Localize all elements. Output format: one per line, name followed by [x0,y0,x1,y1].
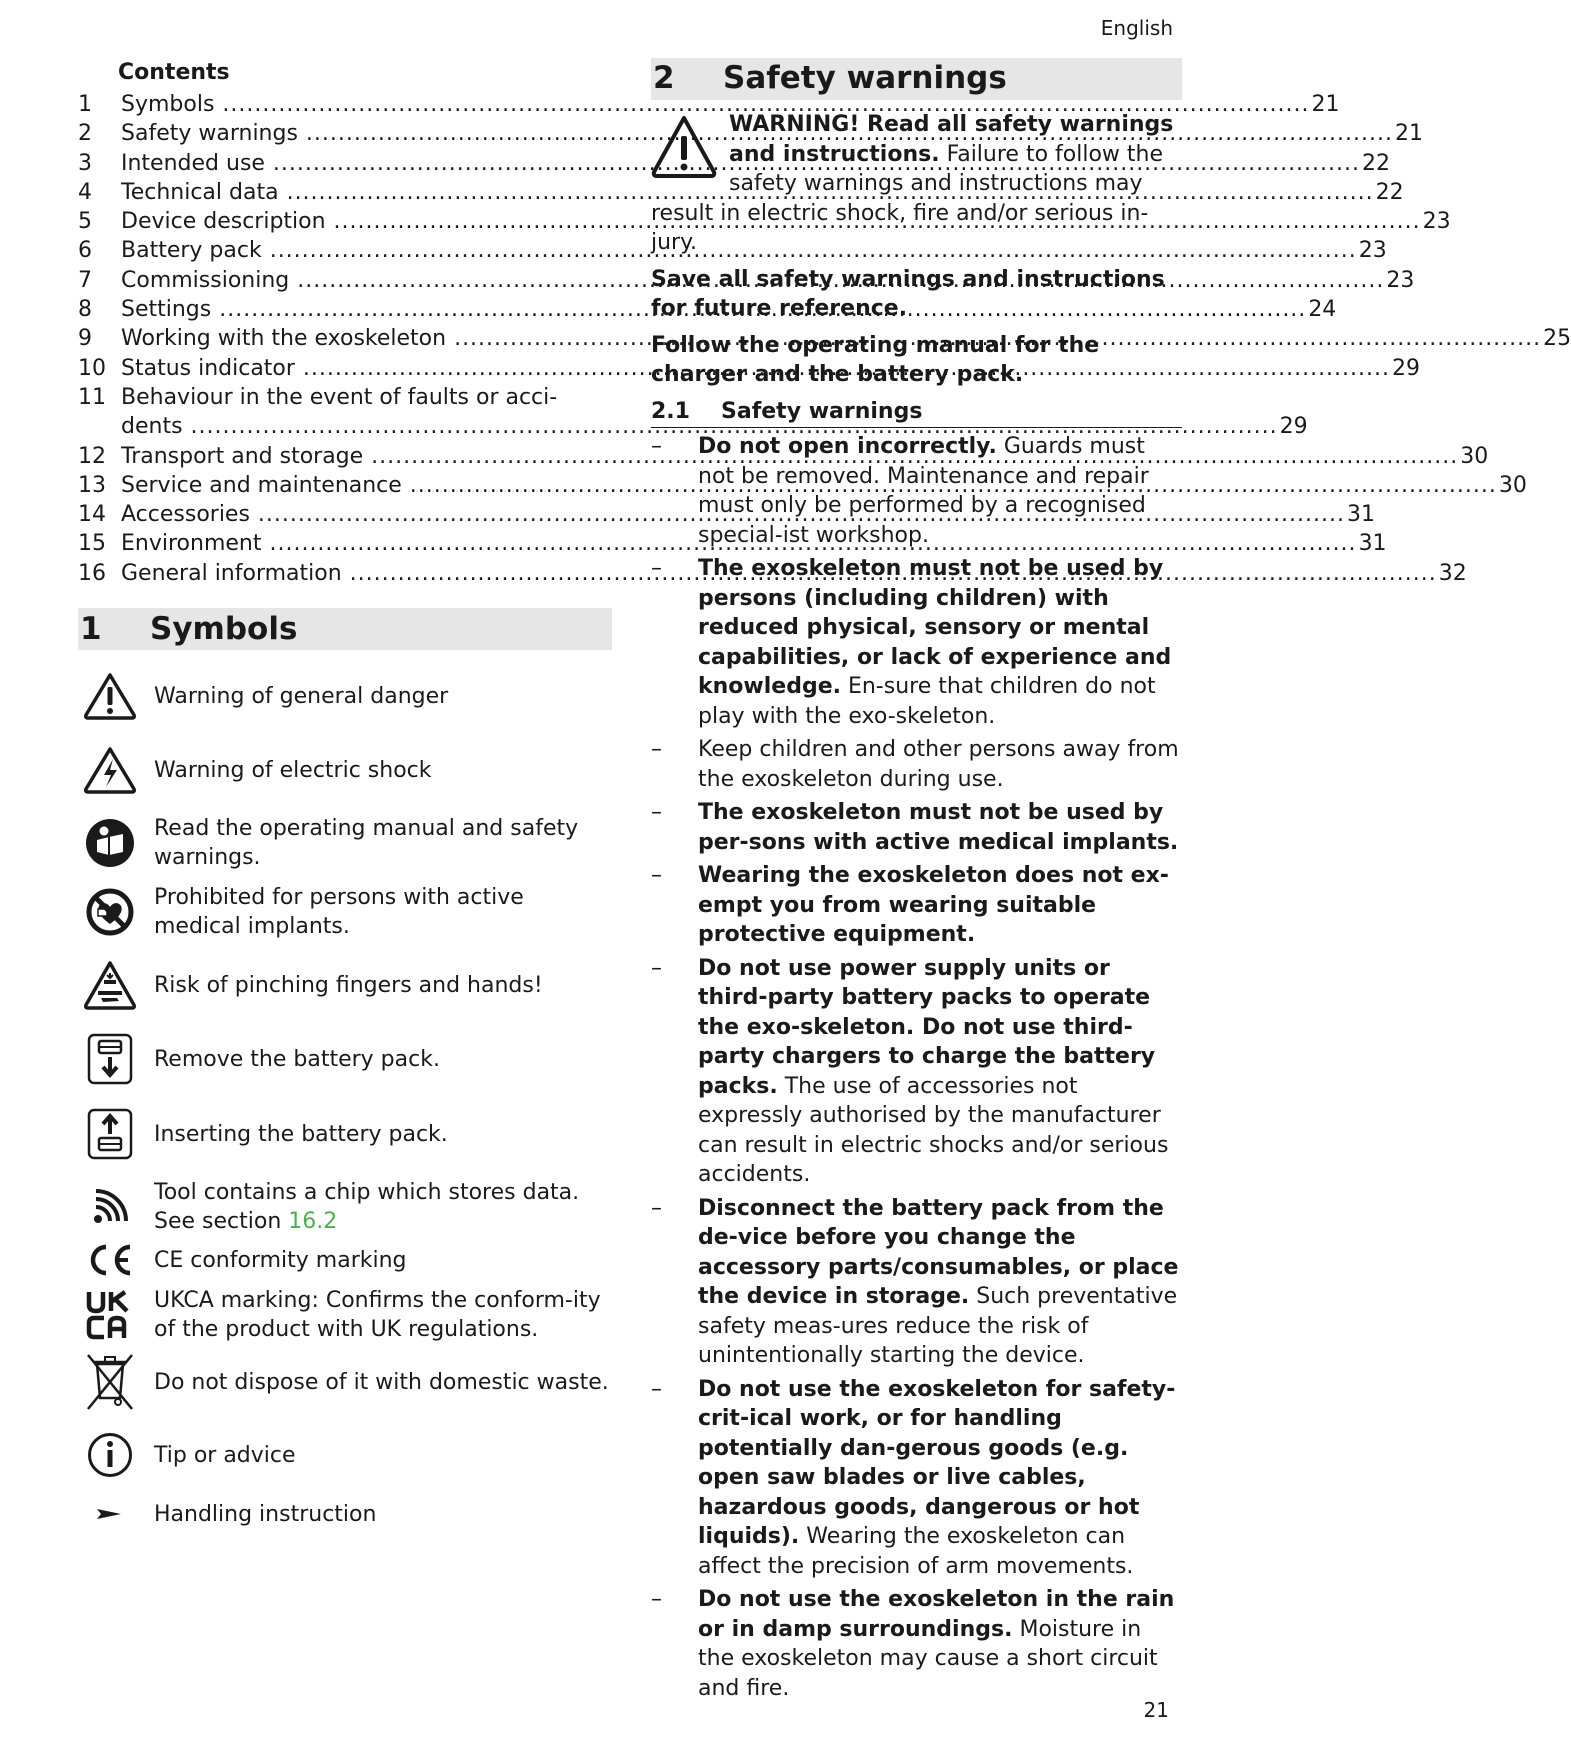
symbol-description [154,1120,612,1149]
symbol-description [154,971,612,1000]
toc-number: 5 [78,209,92,235]
section-number: 1 [80,611,102,648]
toc-text: Technical data ..... [121,178,1374,207]
toc-number: 6 [78,238,92,264]
electric-shock-icon [80,746,140,794]
toc-number: 2 [78,121,92,147]
weee-bin-icon [80,1352,140,1412]
toc-entry[interactable] [78,500,1376,529]
language-label: English [1100,16,1173,40]
symbol-item [78,1494,612,1534]
safety-bullet [651,798,1182,857]
toc-number: 11 [78,384,106,410]
safety-bullet [651,554,1182,731]
bullet-bold-text: Do not use the exoskeleton for safety-crit-ical work, or for handling potentially dan-gerous goods (e.g. open saw blades or live cables, hazardous goods, dangerous or hot liquids). [698,1376,1176,1549]
ukca-mark-icon [80,1290,140,1340]
toc-number: 7 [78,267,92,293]
symbol-text: Warning of general danger [154,683,449,709]
warning-triangle-icon [80,672,140,720]
section-title: Safety warnings [723,60,1007,97]
bullet-dash: – [651,800,662,825]
bullet-normal-text: Guards must not be removed. Maintenance and repair must only be performed by a recognised special-ist workshop. [698,434,1149,548]
symbol-description [154,1441,612,1470]
remove-battery-icon [80,1033,140,1085]
toc-entry[interactable] [78,295,1337,324]
general-warning [651,110,1182,258]
safety-bullet [651,1375,1182,1582]
bullet-text [698,1194,1182,1371]
bullet-dash: – [651,1376,662,1402]
toc-number: 13 [78,472,106,498]
toc-number: 4 [78,179,92,205]
symbol-description [154,1500,612,1529]
toc-page: 23 [1386,267,1415,293]
toc-page: 31 [1358,531,1387,557]
toc-text: Working with the exoskeleton ..... [121,324,1541,353]
symbol-item [78,1430,612,1480]
safety-bullet [651,861,1182,950]
symbol-item [78,666,612,726]
toc-number: 8 [78,297,92,323]
symbol-text: Risk of pinching fingers and hands! [154,972,543,998]
toc-page: 24 [1308,297,1337,323]
no-implants-icon [80,887,140,937]
toc-page: 32 [1438,560,1467,586]
bullet-dash: – [651,1587,662,1612]
toc-number: 1 [78,92,92,117]
toc-text: Symbols ..... [121,90,1310,119]
safety-bullet [651,432,1182,550]
toc-page: 25 [1543,326,1571,352]
symbol-item [78,882,612,942]
symbol-item [78,1178,612,1236]
bullet-dash: – [651,863,662,888]
handling-arrow-icon [80,1506,140,1522]
warning-triangle-icon [651,114,717,182]
symbol-text: Tool contains a chip which stores data. See section [154,1180,580,1235]
toc-entry[interactable] [78,207,1451,236]
toc-page: 23 [1358,238,1387,264]
toc-number: 9 [78,326,92,352]
symbol-text: Tip or advice [154,1442,296,1468]
bullet-bold-text: Disconnect the battery pack from the de-vice before you change the accessory parts/consumables, or place the device in storage. [698,1195,1179,1309]
toc-page: 29 [1392,355,1421,381]
toc-page: 23 [1422,209,1451,235]
symbols-heading [78,608,612,650]
bullet-text [698,798,1182,857]
symbol-text: CE conformity marking [154,1247,407,1273]
data-chip-icon [80,1187,140,1227]
toc-text: Service and maintenance ..... [121,471,1497,500]
bullet-text [698,1585,1182,1703]
bullet-dash: – [651,556,662,581]
save-note: Save all safety warnings and instructions for future reference. [651,266,1165,321]
bullet-normal-text: Such preventative safety meas-ures reduce the risk of unintentionally starting the device. [698,1284,1178,1368]
bullet-dash: – [651,955,662,981]
toc-page: 30 [1460,443,1489,469]
toc-text: Behaviour in the event of faults or acci- [121,384,558,410]
toc-text-cont: dents ..... [121,412,1278,441]
toc-text: Environment ..... [121,529,1357,558]
symbol-description [154,756,612,785]
toc-text: Battery pack ..... [121,236,1357,265]
info-icon [80,1432,140,1478]
toc-text: General information ..... [121,559,1437,588]
toc-entry[interactable] [78,559,1467,588]
bullet-normal-text: En-sure that children do not play with the exo-skeleton. [698,674,1156,729]
warning-bold-text: WARNING! Read all safety warnings and instructions. [729,112,1174,167]
bullet-normal-text: Moisture in the exoskeleton may cause a short circuit and fire. [698,1616,1158,1701]
safety-bullet [651,1194,1182,1371]
bullet-bold-text: Do not open incorrectly. [698,434,997,459]
toc-page: 21 [1395,121,1424,147]
symbol-description [154,814,612,872]
symbol-text: Do not dispose of it with domestic waste. [154,1369,609,1395]
bullet-normal-text: Keep children and other persons away from the exoskeleton during use. [698,737,1179,792]
symbol-description [154,1368,612,1397]
toc-number: 15 [78,531,106,557]
safety-bullet-list [651,432,1182,1703]
toc-entry[interactable] [78,149,1391,178]
toc-number: 14 [78,502,106,528]
toc-text: Intended use ..... [121,149,1360,178]
symbol-item [78,1286,612,1344]
safety-bullet [651,735,1182,794]
toc-page: 30 [1498,472,1527,498]
toc-page: 22 [1362,150,1391,176]
bullet-text [698,861,1182,950]
toc-number: 3 [78,150,92,176]
symbol-text: Prohibited for persons with active medical implants. [154,885,524,940]
bullet-bold-text: Do not use the exoskeleton in the rain or in damp surroundings. [698,1587,1175,1642]
symbol-description [154,682,612,711]
pinching-hazard-icon [80,960,140,1010]
toc-entry[interactable] [78,236,1387,265]
safety-bullet [651,954,1182,1190]
safety-bullet [651,1585,1182,1703]
subsection-title: Safety warnings [721,398,923,424]
bullet-bold-text: Wearing the exoskeleton does not ex-empt you from wearing suitable protective equipment. [698,863,1169,947]
section-number: 2 [653,60,675,97]
toc-entry[interactable] [78,90,1340,119]
toc-page: 22 [1375,179,1404,205]
toc-entry[interactable] [78,529,1387,558]
insert-battery-icon [80,1108,140,1160]
safety-heading [651,58,1182,100]
symbol-text: Inserting the battery pack. [154,1121,448,1147]
toc-page: 29 [1279,414,1308,440]
toc-page: 31 [1347,502,1376,528]
symbol-item [78,1352,612,1412]
bullet-normal-text: The use of accessories not expressly authorised by the manufacturer can result in electric shocks and/or serious accidents. [698,1073,1169,1187]
section-link[interactable]: 16.2 [288,1209,338,1235]
symbol-description [154,883,612,941]
bullet-text [698,554,1182,731]
section-title: Symbols [150,611,298,648]
bullet-text [698,735,1182,794]
symbol-item [78,1242,612,1278]
symbol-item [78,1028,612,1090]
warning-text: Failure to follow the safety warnings and instructions may result in electric shock, fire and/or serious in-jury. [651,141,1164,255]
follow-note: Follow the operating manual for the charger and the battery pack. [651,332,1100,387]
symbol-text: Warning of electric shock [154,757,432,783]
read-manual-icon [80,818,140,868]
symbol-item [78,814,612,872]
symbol-text: Handling instruction [154,1501,377,1527]
toc-text: Status indicator ..... [121,354,1390,383]
toc-number: 10 [78,355,106,381]
symbol-item [78,1104,612,1164]
subsection-number: 2.1 [651,398,690,424]
symbol-item [78,956,612,1014]
symbol-description [154,1178,612,1236]
right-column [651,58,1182,1703]
symbol-item [78,740,612,800]
ce-mark-icon [80,1243,140,1277]
symbol-text: UKCA marking: Confirms the conform-ity of the product with UK regulations. [154,1288,601,1343]
toc-text: Settings ..... [121,295,1306,324]
toc-text: Accessories ..... [121,500,1345,529]
toc-text: Safety warnings ..... [121,119,1393,148]
toc-entry[interactable] [78,178,1404,207]
bullet-bold-text: Do not use power supply units or third-party battery packs to operate the exo-skeleton. Do not use third-party chargers to charge the battery packs. [698,955,1156,1099]
bullet-text [698,1375,1182,1582]
toc-number: 16 [78,560,106,586]
contents-title: Contents [118,60,230,85]
symbol-text: Remove the battery pack. [154,1046,440,1072]
bullet-normal-text: Wearing the exoskeleton can affect the precision of arm movements. [698,1524,1134,1579]
toc-entry[interactable] [78,471,1527,500]
symbols-list [78,666,612,1534]
toc-entry[interactable] [78,324,1571,353]
bullet-dash: – [651,737,662,762]
bullet-text [698,954,1182,1190]
toc-text: Commissioning ..... [121,266,1384,295]
page-number: 21 [1143,1698,1169,1722]
symbol-description [154,1286,612,1344]
symbol-description [154,1246,612,1275]
bullet-dash: – [651,1195,662,1221]
bullet-bold-text: The exoskeleton must not be used by persons (including children) with reduced physical, sensory or mental capabilities, or lack of experience and knowledge. [698,556,1172,699]
bullet-text [698,432,1182,550]
toc-page: 21 [1311,92,1340,117]
toc-number: 12 [78,443,106,469]
bullet-dash: – [651,434,662,459]
symbol-text: Read the operating manual and safety warnings. [154,816,579,871]
toc-text: Transport and storage ..... [121,442,1458,471]
subsection-heading [651,397,1182,429]
bullet-bold-text: The exoskeleton must not be used by per-sons with active medical implants. [698,800,1179,855]
toc-text: Device description ..... [121,207,1421,236]
symbol-description [154,1045,612,1074]
